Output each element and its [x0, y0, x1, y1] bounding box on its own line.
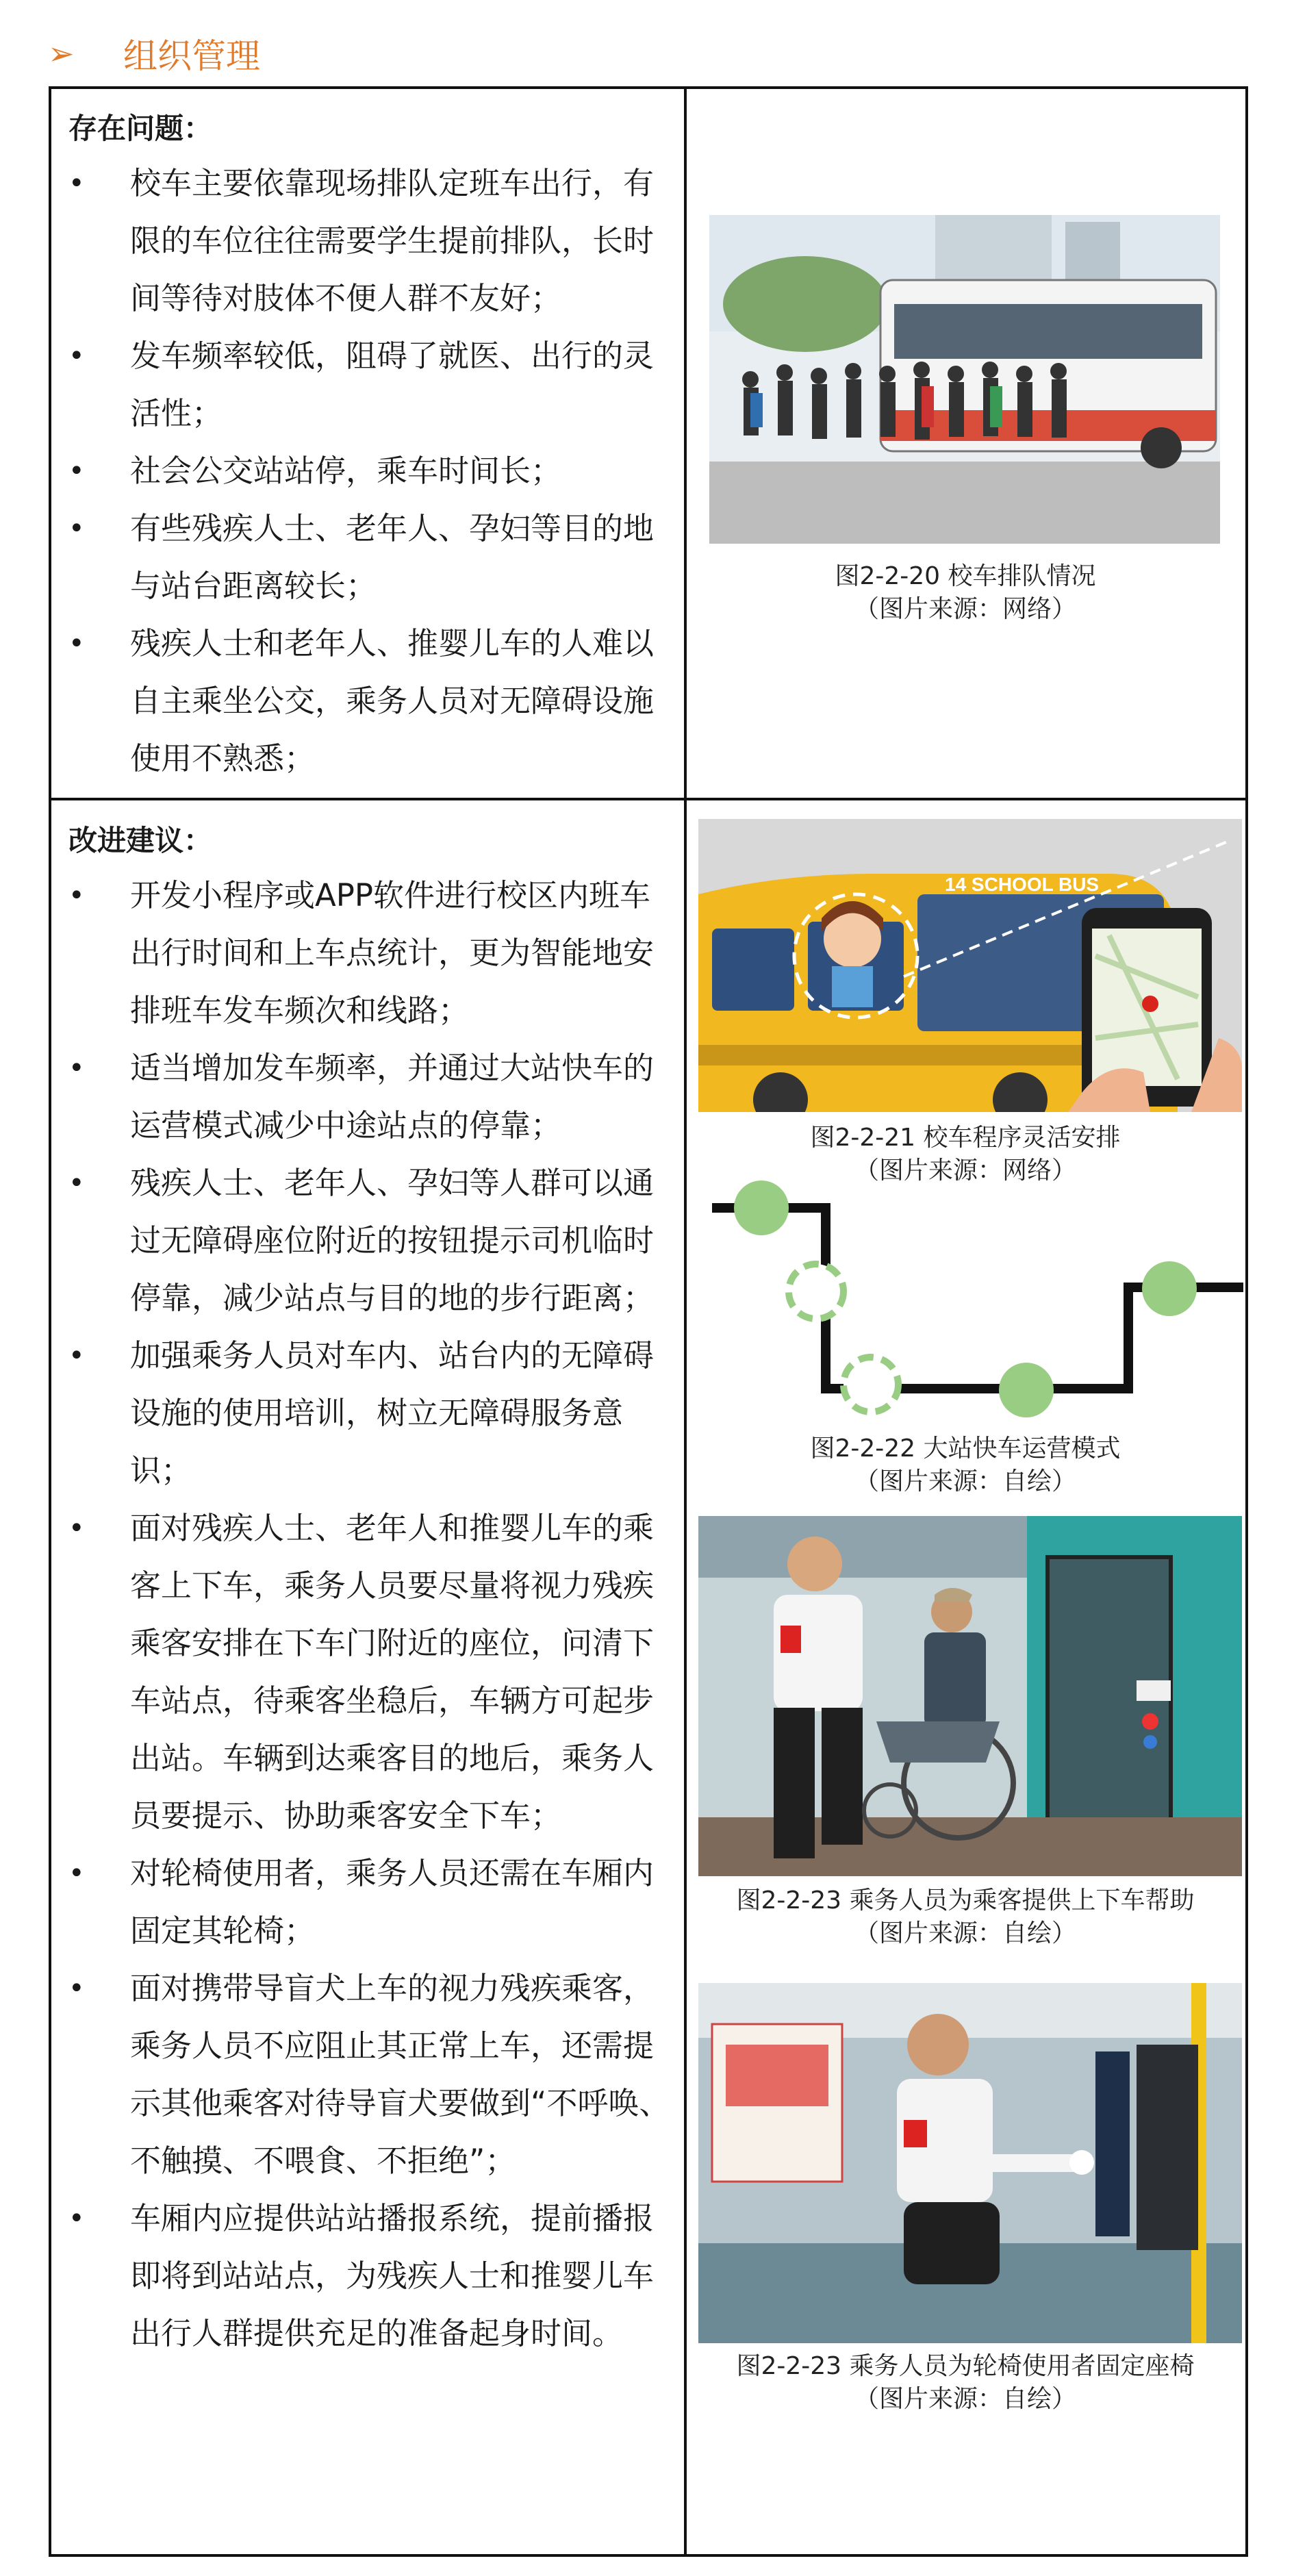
table-row-divider: [49, 798, 1248, 800]
caption-source: （图片来源：自绘）: [854, 1467, 1076, 1495]
figure-caption-5: [692, 2350, 1239, 2416]
suggestions-title: 改进建议：: [68, 824, 213, 857]
express-route-diagram: [709, 1178, 1243, 1424]
list-item: • 残疾人士和老年人、推婴儿车的人难以自主乘坐公交，乘务人员对无障碍设施使用不熟悉；: [68, 615, 671, 787]
list-item: • 面对携带导盲犬上车的视力残疾乘客，乘务人员不应阻止其正常上车，还需提示其他乘客对待导盲犬要做到“不呼唤、不触摸、不喂食、不拒绝”；: [68, 1960, 671, 2190]
list-item: • 开发小程序或APP软件进行校区内班车出行时间和上车点统计，更为智能地安排班车发车频次和线路；: [68, 867, 671, 1039]
heading-text: 组织管理: [123, 36, 260, 76]
list-item: • 对轮椅使用者，乘务人员还需在车厢内固定其轮椅；: [68, 1845, 671, 1960]
list-item: • 有些残疾人士、老年人、孕妇等目的地与站台距离较长；: [68, 500, 671, 615]
list-item: • 发车频率较低，阻碍了就医、出行的灵活性；: [68, 327, 671, 442]
figure-caption-4: [692, 1884, 1239, 1950]
caption-source: （图片来源：网络）: [854, 1157, 1076, 1185]
figure-caption-3: [692, 1432, 1239, 1498]
caption-title: 图2-2-22 大站快车运营模式: [810, 1435, 1121, 1463]
arrow-icon: ➢: [48, 35, 75, 72]
figure-caption-1: [692, 560, 1239, 626]
list-item: • 加强乘务人员对车内、站台内的无障碍设施的使用培训，树立无障碍服务意识；: [68, 1327, 671, 1500]
school-bus-app-illustration: [698, 819, 1242, 1112]
caption-title: 图2-2-21 校车程序灵活安排: [810, 1124, 1121, 1152]
caption-title: 图2-2-20 校车排队情况: [835, 562, 1096, 590]
problems-title: 存在问题：: [68, 112, 213, 145]
table-column-divider: [684, 86, 687, 2557]
bus-sign-text: 14 SCHOOL BUS: [945, 874, 1100, 895]
caption-source: （图片来源：网络）: [854, 595, 1076, 623]
list-item: • 面对残疾人士、老年人和推婴儿车的乘客上下车，乘务人员要尽量将视力残疾乘客安排在下车门附近的座位，问清下车站点，待乘客坐稳后，车辆方可起步出站。车辆到达乘客目的地后，乘务人员要提示、协助乘客安全下车；: [68, 1500, 671, 1845]
list-item: • 残疾人士、老年人、孕妇等人群可以通过无障碍座位附近的按钮提示司机临时停靠，减少站点与目的地的步行距离；: [68, 1154, 671, 1327]
caption-source: （图片来源：自绘）: [854, 1919, 1076, 1947]
caption-title: 图2-2-23 乘务人员为乘客提供上下车帮助: [736, 1886, 1195, 1915]
list-item: • 社会公交站站停，乘车时间长；: [68, 442, 671, 500]
list-item: • 适当增加发车频率，并通过大站快车的运营模式减少中途站点的停靠；: [68, 1039, 671, 1154]
wheelchair-securing-photo: [698, 1983, 1242, 2343]
bus-queue-photo: [709, 215, 1220, 544]
boarding-help-photo: [698, 1516, 1242, 1876]
section-heading: [48, 26, 260, 81]
list-item: • 车厢内应提供站站播报系统，提前播报即将到站站点，为残疾人士和推婴儿车出行人群提供充足的准备起身时间。: [68, 2190, 671, 2362]
caption-source: （图片来源：自绘）: [854, 2385, 1076, 2413]
suggestions-column: [68, 819, 671, 2362]
caption-title: 图2-2-23 乘务人员为轮椅使用者固定座椅: [736, 2352, 1195, 2380]
list-item: • 校车主要依靠现场排队定班车出行，有限的车位往往需要学生提前排队，长时间等待对肢体不便人群不友好；: [68, 155, 671, 327]
problems-column: [68, 107, 671, 787]
